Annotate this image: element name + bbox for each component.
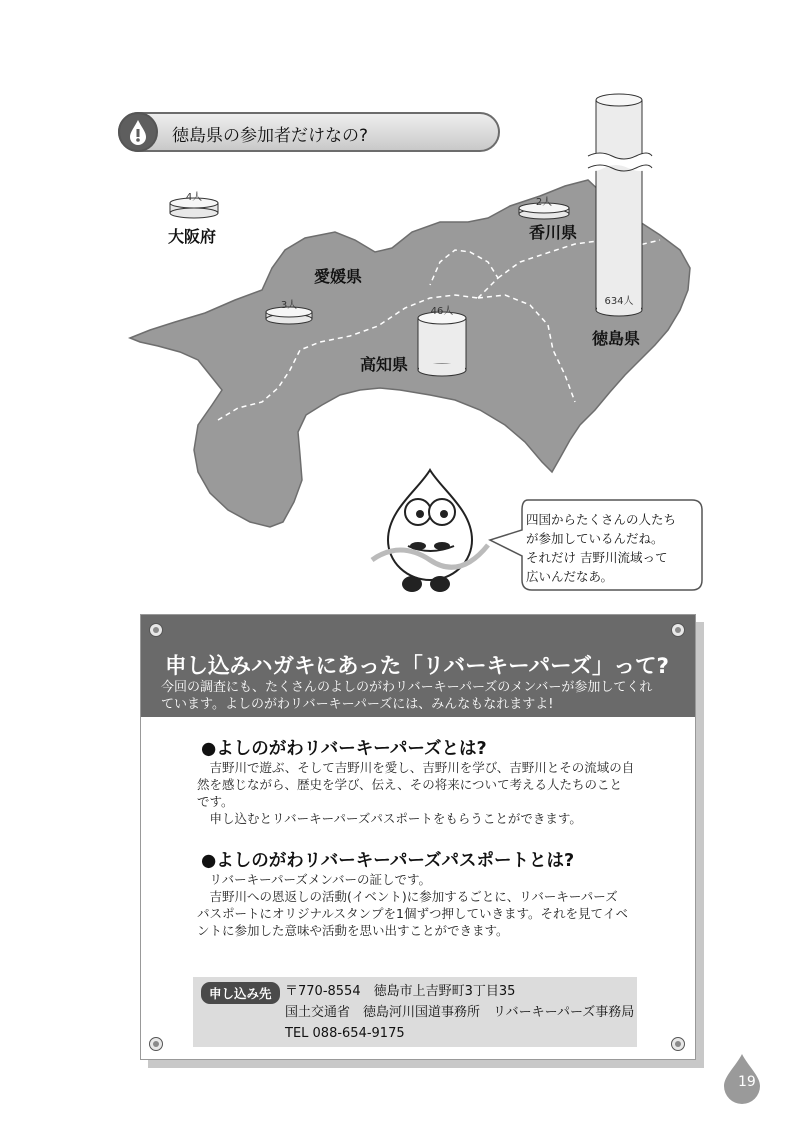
address-badge: 申し込み先 bbox=[201, 982, 280, 1004]
address-lines bbox=[285, 981, 634, 1044]
count-kochi: 46人 bbox=[430, 306, 454, 317]
intro-line: 今回の調査にも、たくさんのよしのがわリバーキーパーズのメンバーが参加してくれ bbox=[161, 680, 653, 695]
body-line: 申し込むとリバーキーパーズパスポートをもらうことができます。 bbox=[197, 811, 582, 826]
speech-bubble-text bbox=[526, 510, 706, 586]
speech-line: が参加しているんだね。 bbox=[526, 531, 664, 546]
info-title: 申し込みハガキにあった「リバーキーパーズ」って? bbox=[165, 654, 669, 679]
section1-title: ●よしのがわリバーキーパーズとは? bbox=[201, 739, 487, 759]
section1-body bbox=[197, 759, 634, 827]
body-line: 吉野川で遊ぶ、そして吉野川を愛し、吉野川を学び、吉野川とその流域の自 bbox=[197, 760, 635, 775]
pref-label-osaka: 大阪府 bbox=[168, 227, 217, 246]
address-line: 〒770-8554 徳島市上吉野町3丁目35 bbox=[285, 984, 516, 999]
pref-label-tokushima: 徳島県 bbox=[592, 329, 641, 348]
count-kagawa: 2人 bbox=[535, 197, 553, 208]
count-ehime: 3人 bbox=[280, 300, 298, 311]
info-intro bbox=[161, 679, 652, 713]
body-line: 然を感じながら、歴史を学び、伝え、その将来について考える人たちのこと bbox=[197, 777, 623, 792]
info-header bbox=[141, 615, 695, 717]
address-box bbox=[193, 977, 637, 1047]
intro-line: ています。よしのがわリバーキーパーズには、みんなもなれますよ! bbox=[161, 697, 554, 712]
pref-label-kochi: 高知県 bbox=[360, 355, 409, 374]
count-osaka: 4人 bbox=[185, 192, 203, 203]
mascot-drop bbox=[372, 470, 488, 592]
screw-icon bbox=[149, 623, 163, 637]
address-line: 国土交通省 徳島河川国道事務所 リバーキーパーズ事務局 bbox=[285, 1005, 635, 1020]
speech-line: 四国からたくさんの人たち bbox=[526, 512, 677, 527]
body-line: ントに参加した意味や活動を思い出すことができます。 bbox=[197, 923, 509, 938]
page-number: 19 bbox=[738, 1074, 756, 1090]
section2-body bbox=[197, 871, 628, 939]
section2-title: ●よしのがわリバーキーパーズパスポートとは? bbox=[201, 851, 575, 871]
address-line: TEL 088-654-9175 bbox=[285, 1026, 405, 1041]
pref-label-ehime: 愛媛県 bbox=[314, 267, 363, 286]
speech-line: それだけ 吉野川流域って bbox=[526, 550, 668, 565]
speech-line: 広いんだなあ。 bbox=[526, 569, 614, 584]
body-line: です。 bbox=[197, 794, 234, 809]
count-tokushima: 634人 bbox=[604, 296, 634, 307]
screw-icon bbox=[671, 1037, 685, 1051]
screw-icon bbox=[149, 1037, 163, 1051]
body-line: パスポートにオリジナルスタンプを1個ずつ押していきます。それを見てイベ bbox=[197, 906, 628, 921]
kochi-cylinder bbox=[418, 312, 466, 376]
pref-label-kagawa: 香川県 bbox=[529, 223, 578, 242]
section-title: 徳島県の参加者だけなの? bbox=[172, 126, 369, 146]
body-line: リバーキーパーズメンバーの証しです。 bbox=[197, 872, 432, 887]
body-line: 吉野川への恩返しの活動(イベント)に参加するごとに、リバーキーパーズ bbox=[197, 889, 618, 904]
info-panel bbox=[140, 614, 696, 1060]
screw-icon bbox=[671, 623, 685, 637]
tokushima-cylinder bbox=[588, 94, 652, 316]
